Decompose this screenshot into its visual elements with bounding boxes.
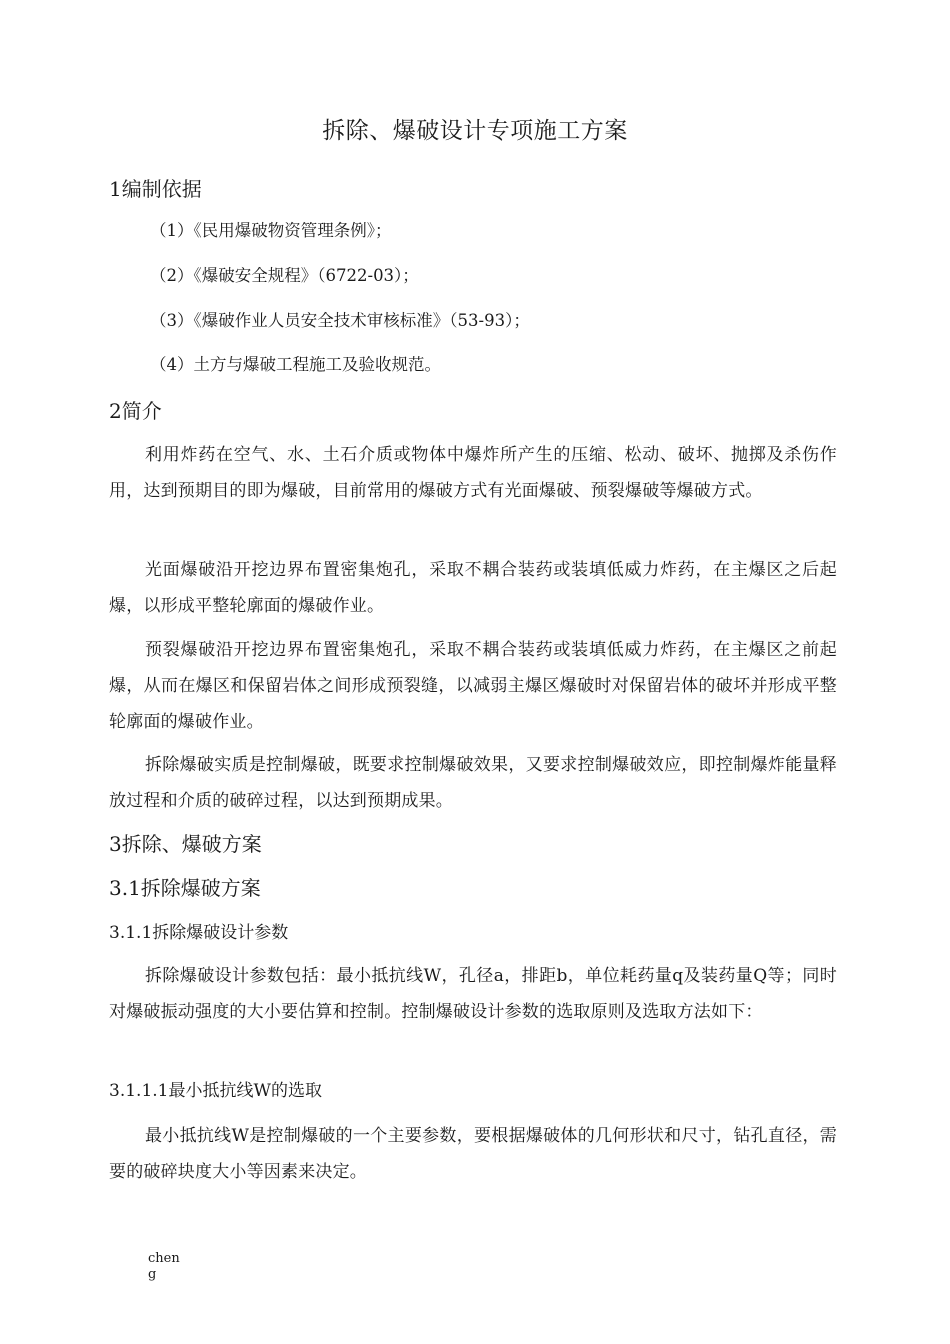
reference-item-4: （4）土方与爆破工程施工及验收规范。 (150, 355, 441, 374)
intro-paragraph-4: 拆除爆破实质是控制爆破，既要求控制爆破效果，又要求控制爆破效应，即控制爆炸能量释放过程和介质的破碎过程，以达到预期成果。 (109, 755, 837, 811)
min-resistance-line-paragraph: 最小抵抗线W是控制爆破的一个主要参数，要根据爆破体的几何形状和尺寸，钻孔直径，需要的破碎块度大小等因素来决定。 (109, 1126, 837, 1182)
reference-item-3: （3）《爆破作业人员安全技术审核标准》（53-93）； (150, 311, 530, 330)
intro-paragraph-3: 预裂爆破沿开挖边界布置密集炮孔，采取不耦合装药或装填低威力炸药，在主爆区之前起爆，从而在爆区和保留岩体之间形成预裂缝，以减弱主爆区爆破时对保留岩体的破坏并形成平整轮廓面的爆破作业。 (109, 640, 837, 732)
parameters-paragraph: 拆除爆破设计参数包括：最小抵抗线W，孔径a，排距b，单位耗药量q及装药量Q等；同时对爆破振动强度的大小要估算和控制。控制爆破设计参数的选取原则及选取方法如下： (109, 966, 837, 1022)
intro-paragraph-2: 光面爆破沿开挖边界布置密集炮孔，采取不耦合装药或装填低威力炸药，在主爆区之后起爆，以形成平整轮廓面的爆破作业。 (109, 560, 837, 616)
section-heading-2: 2简介 (109, 399, 162, 423)
footer-note: cheng (148, 1251, 180, 1282)
section-heading-1: 1编制依据 (109, 177, 202, 201)
document-title: 拆除、爆破设计专项施工方案 (322, 118, 628, 144)
intro-paragraph-1: 利用炸药在空气、水、土石介质或物体中爆炸所产生的压缩、松动、破坏、抛掷及杀伤作用，达到预期目的即为爆破，目前常用的爆破方式有光面爆破、预裂爆破等爆破方式。 (109, 445, 837, 501)
subsection-heading-3-1-1-1: 3.1.1.1最小抵抗线W的选取 (109, 1081, 322, 1101)
subsection-heading-3-1-1: 3.1.1拆除爆破设计参数 (109, 923, 289, 943)
reference-item-2: （2）《爆破安全规程》（6722-03）； (150, 266, 419, 285)
reference-item-1: （1）《民用爆破物资管理条例》； (150, 221, 392, 240)
section-heading-3: 3拆除、爆破方案 (109, 832, 262, 856)
subsection-heading-3-1: 3.1拆除爆破方案 (109, 876, 261, 900)
